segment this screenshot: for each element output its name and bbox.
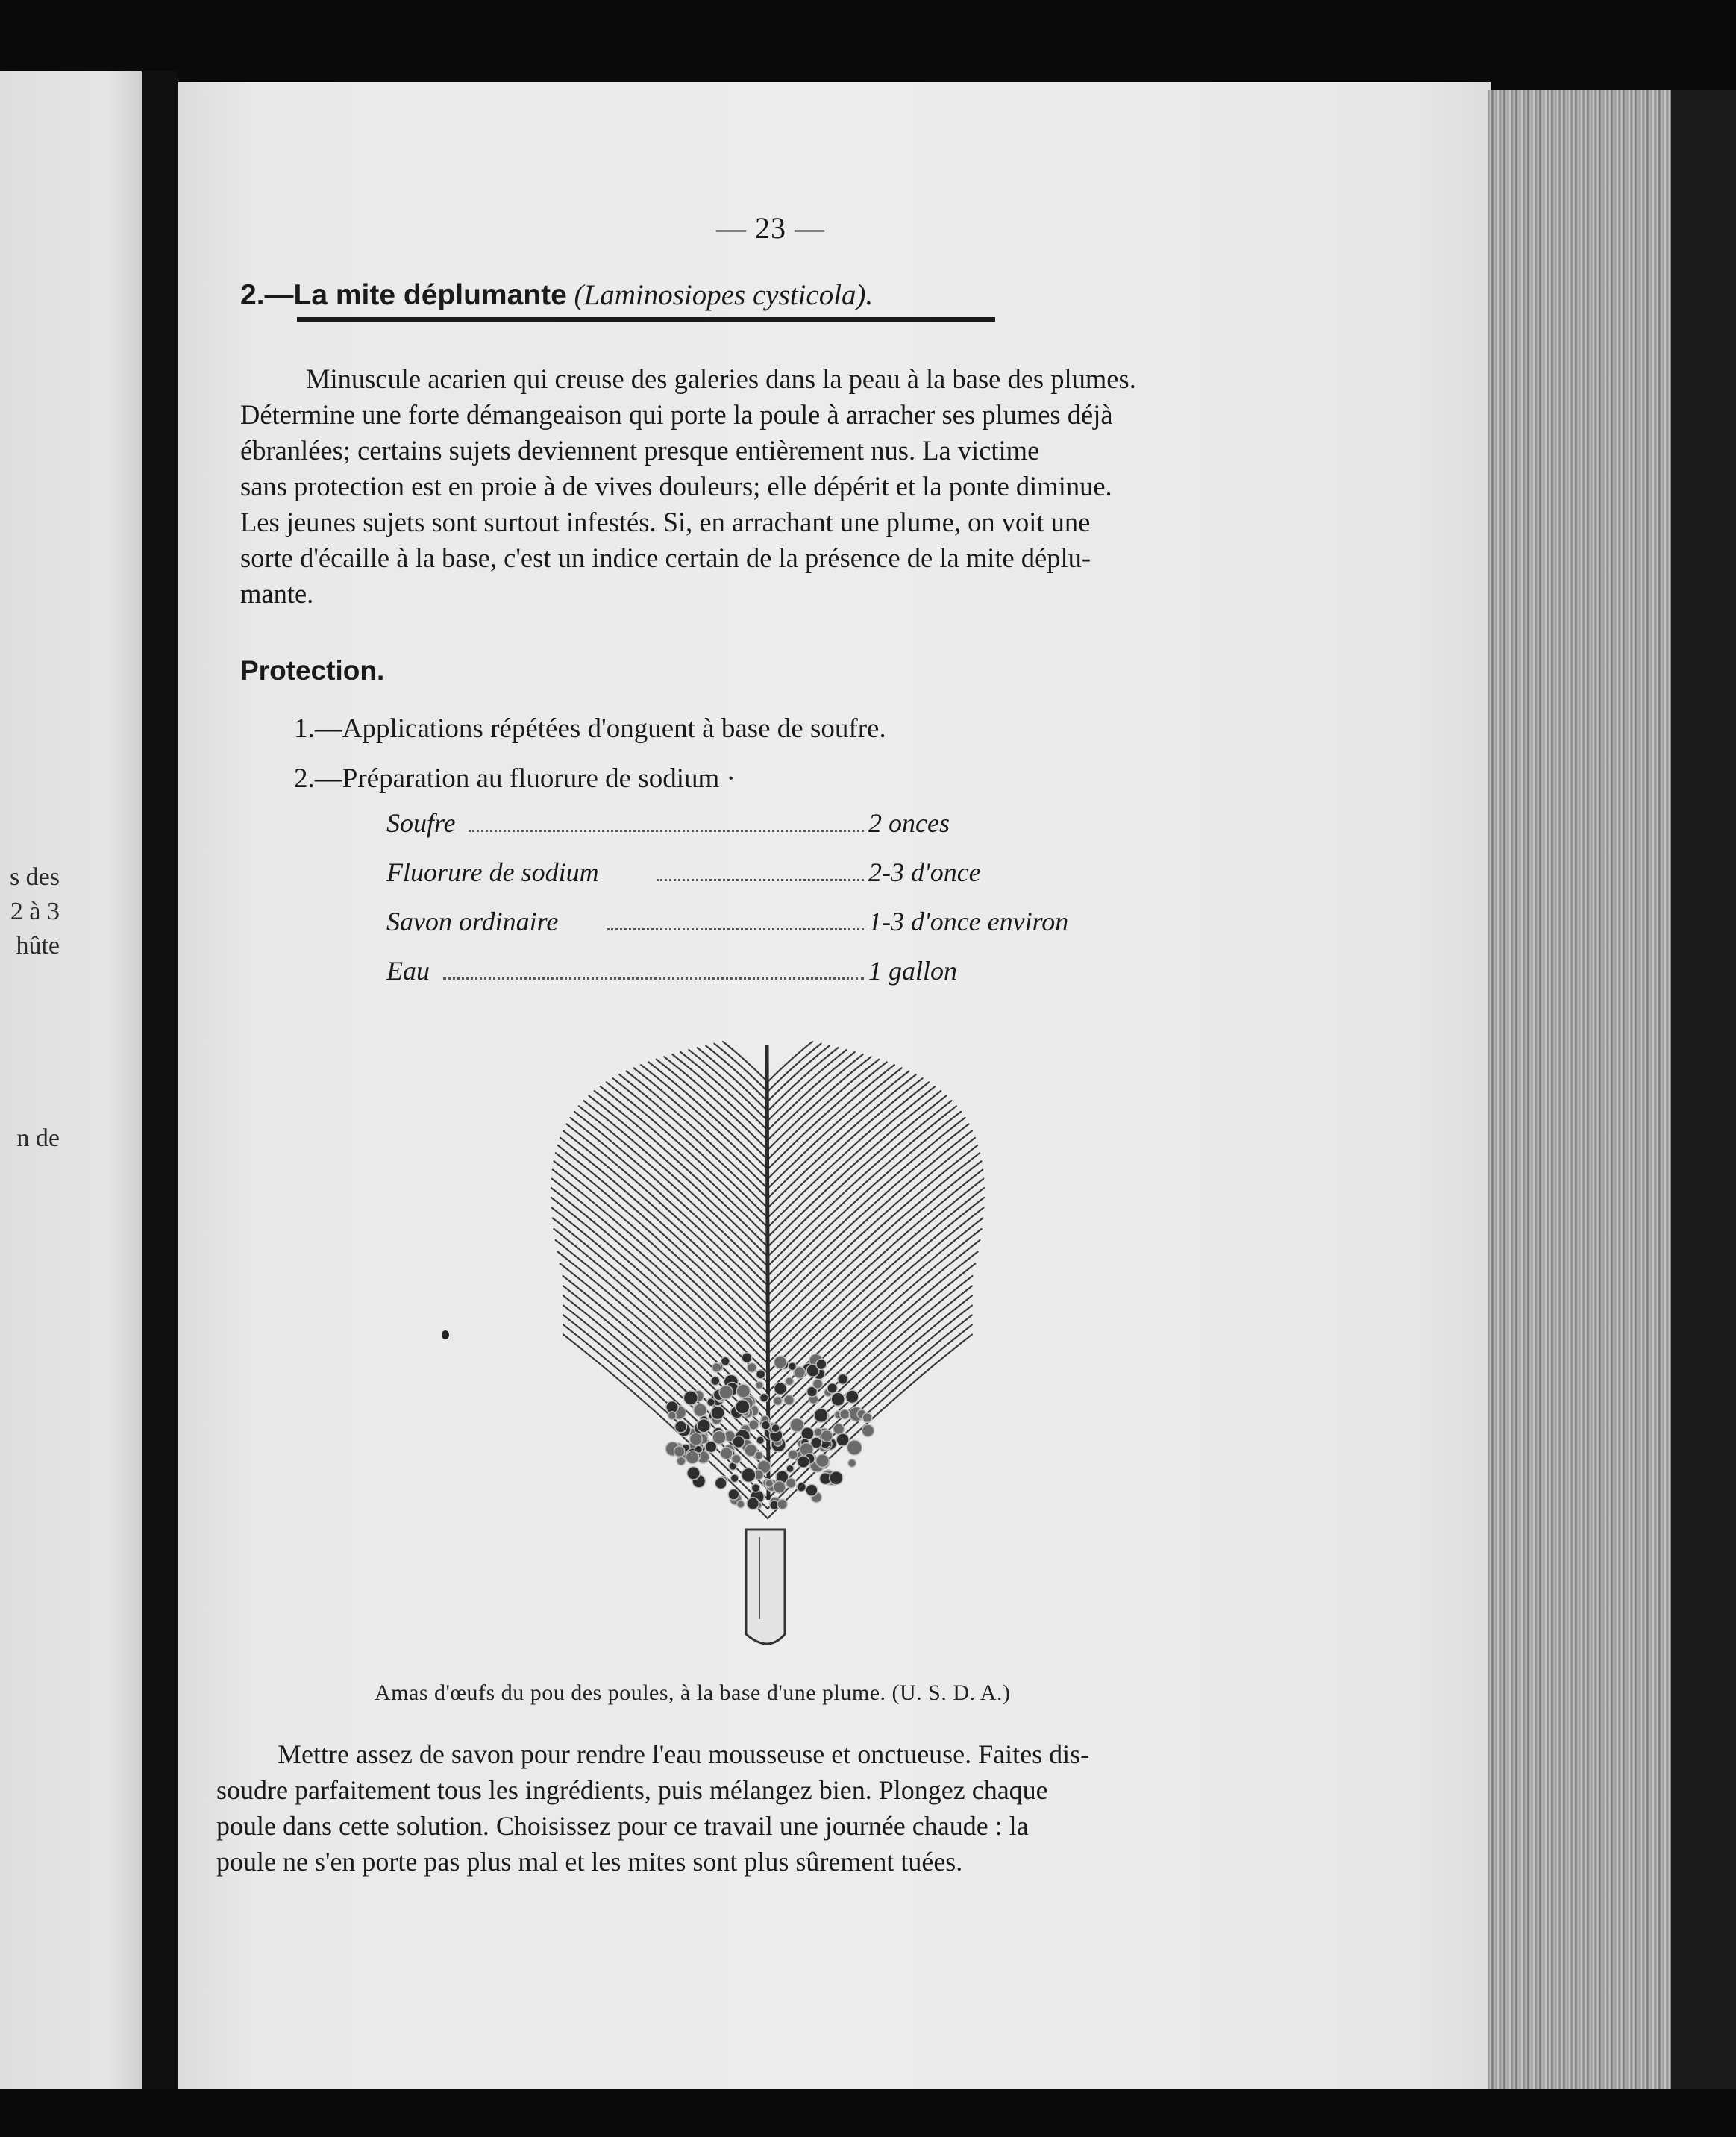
egg-cluster-dot: [813, 1379, 823, 1389]
egg-cluster-dot: [840, 1409, 850, 1419]
egg-cluster-dot: [846, 1390, 859, 1403]
egg-cluster-dot: [862, 1413, 872, 1423]
egg-cluster-dot: [707, 1398, 715, 1407]
egg-cluster-dot: [789, 1362, 797, 1371]
egg-cluster-dot: [798, 1456, 809, 1468]
egg-cluster-dot: [686, 1451, 699, 1464]
section-heading: [240, 278, 873, 312]
recipe-ingredient: Fluorure de sodium: [386, 857, 599, 887]
egg-cluster-dot: [774, 1356, 787, 1368]
egg-cluster-dot: [774, 1481, 786, 1493]
leader-dots: [607, 928, 864, 930]
egg-cluster-dot: [774, 1397, 783, 1406]
egg-cluster-dot: [756, 1370, 765, 1379]
egg-cluster-dot: [712, 1431, 726, 1445]
left-page-fragment: hûte: [16, 932, 60, 960]
left-facing-page: [0, 71, 142, 2100]
text-line: Minuscule acarien qui creuse des galeries dans la peau à la base des plumes.: [306, 363, 1136, 394]
egg-cluster-dot: [683, 1391, 698, 1405]
feather-illustration: [522, 1022, 1007, 1649]
egg-cluster-dot: [689, 1433, 702, 1445]
egg-cluster-dot: [756, 1381, 763, 1389]
feather-barb: [768, 1057, 871, 1150]
section-latin-name: (Laminosiopes cysticola).: [574, 279, 874, 311]
feather-barb: [556, 1240, 768, 1431]
egg-cluster-dot: [836, 1433, 849, 1446]
text-line: soudre parfaitement tous les ingrédients, puis mélangez bien. Plongez chaque: [216, 1775, 1048, 1805]
feather-barb: [768, 1050, 846, 1121]
feather-barb: [768, 1218, 983, 1412]
feather-barb: [768, 1179, 983, 1373]
feather-barb: [689, 1050, 768, 1121]
feather-barb: [560, 1138, 768, 1324]
egg-cluster-dot: [833, 1424, 845, 1435]
recipe-row: [386, 807, 1118, 843]
scan-right-border: [1671, 90, 1736, 2100]
feather-barb: [768, 1048, 838, 1111]
figure-caption: Amas d'œufs du pou des poules, à la base d'une plume. (U. S. D. A.): [375, 1680, 1011, 1705]
egg-cluster-dot: [721, 1448, 733, 1459]
egg-cluster-dot: [814, 1409, 828, 1423]
recipe-ingredient: Eau: [386, 956, 430, 986]
leader-dots: [657, 879, 864, 881]
text-line: sorte d'écaille à la base, c'est un indice certain de la présence de la mite déplu-: [240, 542, 1091, 573]
section-title: La mite déplumante: [293, 279, 567, 311]
text-line: Détermine une forte démangeaison qui porte la poule à arracher ses plumes déjà: [240, 399, 1113, 430]
text-line: poule ne s'en porte pas plus mal et les mites sont plus sûrement tuées.: [216, 1847, 963, 1877]
egg-cluster-dot: [675, 1421, 687, 1433]
egg-cluster-dot: [736, 1400, 750, 1414]
egg-cluster-dot: [786, 1478, 796, 1488]
feather-barb: [768, 1198, 984, 1392]
egg-cluster-dot: [737, 1501, 745, 1508]
feather-barb: [768, 1188, 984, 1383]
feather-barb: [768, 1229, 982, 1421]
text-line: ébranlées; certains sujets deviennent presque entièrement nus. La victime: [240, 435, 1040, 466]
recipe-quantity: 1 gallon: [868, 956, 958, 986]
text-line: poule dans cette solution. Choisissez pour ce travail une journée chaude : la: [216, 1811, 1029, 1841]
egg-cluster-dot: [730, 1474, 739, 1483]
egg-cluster-dot: [830, 1471, 843, 1485]
description-paragraph: [240, 361, 1348, 612]
recipe-row: [386, 955, 1118, 991]
book-gutter: [142, 71, 178, 2100]
leader-dots: [469, 830, 864, 832]
protection-item-2: 2.—Préparation au fluorure de sodium ·: [294, 763, 736, 794]
feather-barb: [768, 1074, 916, 1208]
egg-cluster-dot: [747, 1498, 759, 1509]
feather-barb: [768, 1170, 983, 1363]
feather-barb: [768, 1161, 981, 1354]
scan-top-border: [0, 0, 1736, 93]
feather-barb: [554, 1161, 768, 1354]
egg-cluster-dot: [816, 1360, 827, 1370]
egg-cluster-dot: [786, 1377, 794, 1386]
feather-barb: [768, 1240, 980, 1431]
left-page-fragment: 2 à 3: [10, 898, 60, 925]
egg-cluster-dot: [838, 1374, 848, 1384]
scan-bottom-border: [0, 2089, 1736, 2137]
recipe-ingredient: Savon ordinaire: [386, 907, 559, 936]
recipe-quantity: 1-3 d'once environ: [868, 907, 1069, 936]
heading-underline: [297, 317, 995, 322]
feather-barb: [768, 1138, 975, 1324]
instructions-paragraph: [216, 1736, 1320, 1880]
egg-cluster-dot: [760, 1394, 768, 1402]
page-number: — 23 —: [716, 211, 825, 245]
egg-cluster-dot: [733, 1436, 745, 1448]
left-page-fragment: n de: [16, 1124, 60, 1152]
feather-barb: [552, 1208, 768, 1402]
recipe-quantity: 2-3 d'once: [868, 857, 981, 887]
ink-speck: [442, 1330, 449, 1339]
egg-cluster-dot: [762, 1421, 771, 1430]
egg-cluster-dot: [751, 1484, 759, 1492]
feather-barb: [768, 1101, 952, 1266]
egg-cluster-dot: [831, 1392, 845, 1406]
feather-barb: [698, 1048, 768, 1111]
feather-barb: [589, 1095, 768, 1257]
feather-barb: [768, 1062, 887, 1169]
feather-barb: [664, 1057, 768, 1150]
recipe-ingredient: Soufre: [386, 808, 456, 838]
text-line: Les jeunes sujets sont surtout infestés. Si, en arrachant une plume, on voit une: [240, 507, 1091, 537]
feather-barb: [551, 1198, 768, 1392]
egg-cluster-dot: [771, 1424, 780, 1433]
egg-cluster-dot: [790, 1418, 803, 1432]
left-page-fragment: s des: [9, 863, 60, 891]
egg-cluster-dot: [674, 1446, 685, 1457]
egg-cluster-dot: [765, 1480, 774, 1488]
egg-cluster-dot: [816, 1454, 830, 1468]
egg-cluster-dot: [719, 1386, 733, 1399]
egg-cluster-dot: [847, 1440, 862, 1455]
egg-cluster-dot: [742, 1353, 752, 1363]
feather-barb: [619, 1074, 768, 1208]
egg-cluster-dot: [712, 1363, 721, 1372]
feather-barb: [553, 1170, 768, 1363]
feather-barb: [648, 1062, 768, 1169]
egg-cluster-dot: [789, 1450, 798, 1459]
protection-heading: Protection.: [240, 655, 385, 686]
recipe-quantity: 2 onces: [868, 808, 950, 838]
section-number: 2.—: [240, 279, 294, 311]
text-line: Mettre assez de savon pour rendre l'eau mousseuse et onctueuse. Faites dis-: [278, 1739, 1090, 1769]
text-line: mante.: [240, 578, 314, 609]
egg-cluster-dot: [821, 1430, 833, 1442]
egg-cluster-dot: [721, 1357, 730, 1365]
egg-cluster-dot: [742, 1468, 756, 1482]
feather-barb: [768, 1095, 947, 1257]
leader-dots: [443, 977, 864, 980]
egg-cluster-dot: [862, 1424, 874, 1436]
feather-barb: [551, 1188, 768, 1383]
recipe-row: [386, 857, 1118, 892]
text-line: sans protection est en proie à de vives douleurs; elle dépérit et la ponte diminue.: [240, 471, 1112, 501]
egg-cluster-dot: [668, 1412, 677, 1420]
egg-cluster-dot: [806, 1484, 818, 1496]
egg-cluster-dot: [797, 1483, 806, 1492]
egg-cluster-dot: [694, 1404, 707, 1417]
feather-barb: [552, 1179, 768, 1373]
feather-barb: [583, 1101, 768, 1266]
egg-cluster-dot: [777, 1499, 788, 1509]
egg-cluster-dot: [715, 1477, 727, 1489]
egg-cluster-dot: [728, 1489, 739, 1500]
egg-cluster-dot: [736, 1384, 750, 1398]
egg-cluster-dot: [755, 1451, 763, 1459]
egg-cluster-dot: [786, 1465, 794, 1472]
egg-cluster-dot: [711, 1377, 720, 1386]
egg-cluster-dot: [827, 1383, 838, 1394]
egg-cluster-dot: [711, 1407, 724, 1420]
egg-cluster-dot: [748, 1363, 757, 1373]
egg-cluster-dot: [801, 1427, 814, 1440]
egg-cluster-dot: [774, 1383, 787, 1395]
egg-cluster-dot: [756, 1436, 765, 1445]
egg-cluster-dot: [848, 1459, 856, 1468]
egg-cluster-dot: [784, 1395, 794, 1405]
egg-cluster-dot: [687, 1467, 700, 1480]
protection-item-1: 1.—Applications répétées d'onguent à base de soufre.: [294, 713, 886, 744]
egg-cluster-dot: [697, 1419, 710, 1433]
egg-cluster-dot: [677, 1457, 686, 1465]
egg-cluster-dot: [732, 1454, 741, 1463]
recipe-row: [386, 906, 1118, 942]
